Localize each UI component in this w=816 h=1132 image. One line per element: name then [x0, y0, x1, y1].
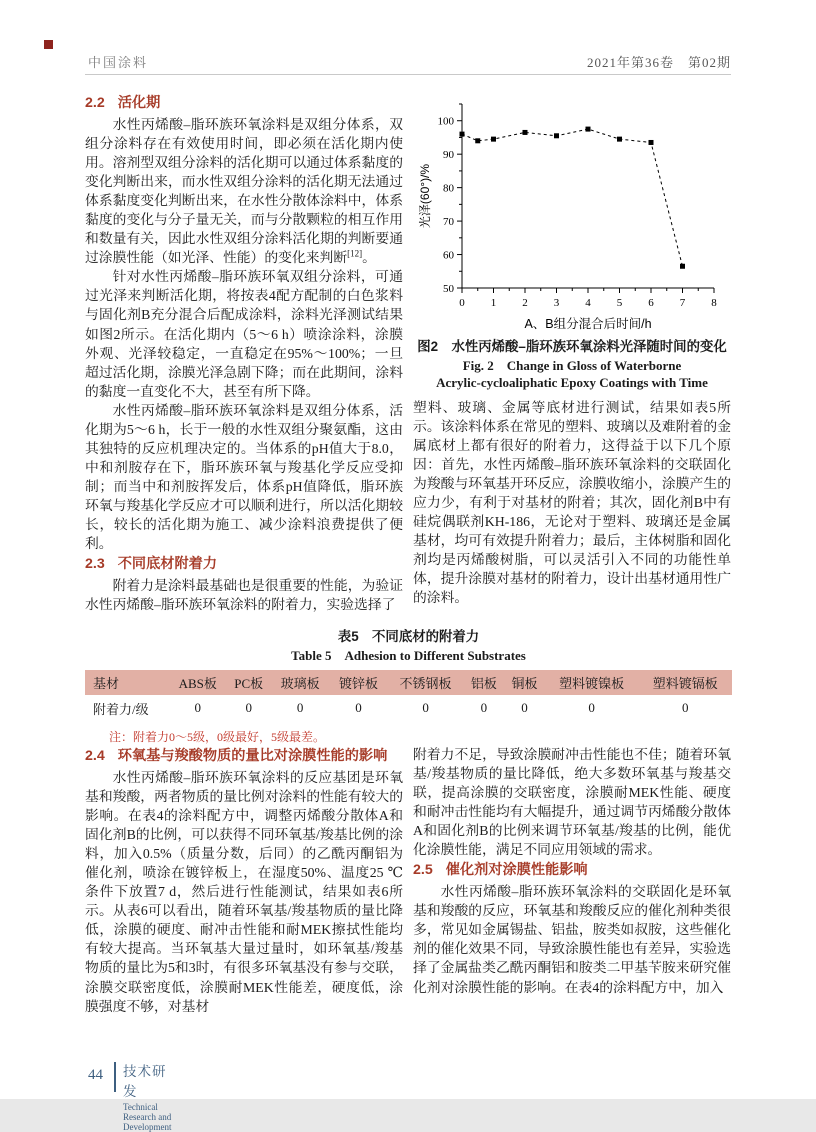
svg-text:100: 100 [437, 115, 454, 128]
table-cell: 0 [194, 700, 202, 716]
section-2-2-heading [85, 94, 403, 113]
svg-text:2: 2 [522, 297, 528, 309]
section-2-4-heading [85, 747, 403, 766]
page-number: 44 [88, 1067, 103, 1083]
table-header-cell: 塑料镀镍板 [545, 670, 639, 695]
figure-caption-en-line1: Fig. 2 Change in Gloss of Waterborne [462, 357, 682, 373]
table-header-cell: 玻璃板 [271, 670, 329, 695]
paragraph: 水性丙烯酸–脂环族环氧涂料是双组分体系，活化期为5～6 h，长于一般的水性双组分聚氨酯，这由其独特的反应机理决定的。当体系的pH值大于8.0，中和剂胺存在下，脂环族环氧与羧基化学反应受抑制；而当中和剂胺挥发后，体系pH值降低，脂环族环氧与羧基化学反应才可以顺利进行，所以活化期较长，较长的活化期为施工、减少涂料浪费提供了便利。 [85, 402, 403, 551]
svg-text:A、B组分混合后时间/h: A、B组分混合后时间/h [524, 317, 652, 331]
svg-text:6: 6 [648, 297, 654, 309]
svg-text:80: 80 [443, 182, 454, 195]
paragraph: 水性丙烯酸–脂环族环氧涂料的交联固化是环氧基和羧酸的反应，环氧基和羧酸反应的催化剂种类很多，常见如金属锡盐、铝盐，胺类如叔胺，这些催化剂的催化效果不同，导致涂膜性能也有差异，实验选择了金属盐类乙酰丙酮铝和胺类二甲基苄胺来研究催化剂对涂膜性能的影响。在表4的涂料配方中，加入 [413, 884, 731, 995]
section-title: 催化剂对涂膜性能影响 [445, 862, 588, 879]
table-header-cell: 基材 [85, 670, 169, 695]
table-cell: 0 [245, 700, 252, 716]
left-column-lower [85, 745, 403, 1016]
figure-caption-en [413, 357, 731, 392]
page-corner-mark [44, 40, 53, 49]
adhesion-table [85, 670, 732, 722]
svg-text:5: 5 [616, 297, 623, 309]
paragraph: 附着力是涂料最基础也是很重要的性能，为验证水性丙烯酸–脂环族环氧涂料的附着力，实验选择了 [85, 578, 403, 613]
table-cell: 0 [422, 700, 429, 716]
right-column-lower [413, 745, 731, 997]
paragraph [85, 115, 403, 267]
paragraph: 水性丙烯酸–脂环族环氧涂料的反应基团是环氧基和羧酸，两者物质的量比例对涂料的性能有较大的影响。在表4的涂料配方中，调整丙烯酸分散体A和固化剂B的比例，可以获得不同环氧基/羧基比例的涂料，加入0.5%（质量分数，后同）的乙酰丙酮铝为催化剂，喷涂在镀锌板上，在湿度50%、温度25 ℃条件下放置7 d，然后进行性能测试，结果如表6所示。从表6可以看出，随着环氧基/羧基物质的量比降低，涂膜的硬度、耐冲击性能和耐MEK擦拭性能均有较大提高。当环氧基大量过量时，如环氧基/羧基物质的量比为5和3时，有很多环氧基没有参与交联，涂膜交联密度低，涂膜耐MEK性能差，硬度低，涂膜强度不够，对基材 [85, 770, 403, 1014]
footer-dept [123, 1060, 171, 1132]
right-column-upper [413, 90, 731, 607]
table-cell: 0 [588, 700, 595, 716]
table-cell: 0 [355, 700, 362, 716]
footer-dept-en: Technical Research and Development [123, 1102, 172, 1132]
svg-text:8: 8 [711, 297, 717, 309]
table-header-cell: ABS板 [169, 670, 226, 695]
table-header-cell: PC板 [226, 670, 271, 695]
figure-caption [413, 338, 731, 392]
paragraph: 塑料、玻璃、金属等底材进行测试，结果如表5所示。该涂料体系在常见的塑料、玻璃以及难附着的金属底材上都有很好的附着力，这得益于以下几个原因：首先，水性丙烯酸–脂环族环氧涂料的交联固化为羧酸与环氧基开环反应，涂膜收缩小，涂膜产生的应力少，有利于对基材的附着；其次，固化剂B中有硅烷偶联剂KH-186，无论对于塑料、玻璃还是金属基材，均可有效提升附着力；最后，主体树脂和固化剂均是丙烯酸树脂，可以灵活引入不同的功能性单体，提升涂膜对基材的附着力，设计出基材通用性广的涂料。 [413, 399, 731, 606]
footer-divider [114, 1062, 116, 1092]
table-cell: 0 [681, 700, 689, 716]
svg-text:60: 60 [443, 249, 454, 262]
section-title: 不同底材附着力 [117, 555, 218, 572]
table-cell: 0 [521, 700, 528, 716]
table-row [85, 695, 732, 722]
svg-text:3: 3 [553, 297, 560, 309]
gloss-chart [416, 90, 728, 336]
paragraph-text: 水性丙烯酸–脂环族环氧涂料是双组分体系，双组分涂料存在有效使用时间，即必须在活化期内使用。溶剂型双组分涂料的活化期可以通过体系黏度的变化判断出来，而水性双组分涂料的活化期无法通过体系黏度变化判断出来，在水性分散体涂料中，体系黏度的变化与分子量无关，而与分散颗粒的相互作用和数量有关，因此水性双组分涂料活化期的判断要通过涂膜性能（如光泽、性能）的变化来判断 [85, 117, 403, 266]
svg-text:4: 4 [585, 297, 591, 309]
paragraph-text: 。 [362, 250, 376, 266]
section-title: 环氧基与羧酸物质的量比对涂膜性能的影响 [117, 748, 388, 764]
section-number: 2.3 [85, 555, 105, 572]
svg-text:70: 70 [443, 216, 454, 229]
header-rule [85, 74, 731, 75]
table-header-cell: 铜板 [504, 670, 545, 695]
left-column-upper [85, 92, 403, 614]
svg-text:90: 90 [443, 149, 454, 162]
svg-text:光泽(60°)/%: 光泽(60°)/% [418, 163, 432, 229]
table-5-block [85, 628, 732, 745]
table-cell: 附着力/级 [93, 701, 149, 717]
figure-caption-zh: 图2 水性丙烯酸–脂环族环氧涂料光泽随时间的变化 [417, 339, 727, 354]
journal-name: 中国涂料 [88, 55, 149, 70]
section-2-5-heading [413, 861, 731, 880]
page-header [85, 50, 731, 72]
svg-text:7: 7 [679, 297, 686, 309]
section-number: 2.5 [413, 862, 433, 879]
issue-info: 2021年第36卷 第02期 [586, 55, 731, 70]
table-cell: 0 [296, 700, 304, 716]
section-title: 活化期 [117, 95, 161, 111]
table-title-en: Table 5 Adhesion to Different Substrates [291, 647, 526, 663]
svg-text:0: 0 [459, 297, 465, 309]
table-title-zh: 表5 不同底材的附着力 [337, 629, 480, 644]
footer-dept-zh: 技术研发 [123, 1064, 167, 1099]
table-header-cell: 塑料镀镉板 [638, 670, 732, 695]
table-header-cell: 铝板 [464, 670, 505, 695]
table-header-cell: 镀锌板 [329, 670, 387, 695]
table-note: 注：附着力0～5级，0级最好，5级最差。 [109, 729, 326, 744]
figure-2 [413, 90, 731, 392]
section-number: 2.2 [85, 95, 105, 111]
figure-caption-en-line2: Acrylic-cycloaliphatic Epoxy Coatings with Time [436, 375, 708, 391]
paragraph: 针对水性丙烯酸–脂环族环氧双组分涂料，可通过光泽来判断活化期，将按表4配方配制的白色浆料与固化剂B充分混合后配成涂料，涂料光泽测试结果如图2所示。在活化期内（5～6 h）喷涂涂料，涂膜外观、光泽较稳定，一直稳定在95%～100%；一旦超过活化期，涂膜光泽急剧下降；而在此期间，涂料的黏度一直变化不大，甚至有所下降。 [85, 269, 403, 399]
svg-text:50: 50 [443, 283, 454, 295]
section-2-3-heading [85, 555, 403, 574]
section-number: 2.4 [85, 748, 105, 764]
table-header-cell: 不锈钢板 [388, 670, 464, 695]
table-cell: 0 [480, 700, 488, 716]
paragraph: 附着力不足，导致涂膜耐冲击性能也不佳；随着环氧基/羧基物质的量比降低，绝大多数环氧基与羧基交联，提高涂膜的交联密度，涂膜耐MEK性能、硬度和耐冲击性能均有大幅提升，通过调节丙烯酸分散体A和固化剂B的比例来调节环氧基/羧基的比例，能优化涂膜性能，满足不同应用领域的需求。 [413, 747, 731, 858]
citation-ref: [12] [347, 248, 363, 259]
svg-text:1: 1 [490, 297, 497, 309]
